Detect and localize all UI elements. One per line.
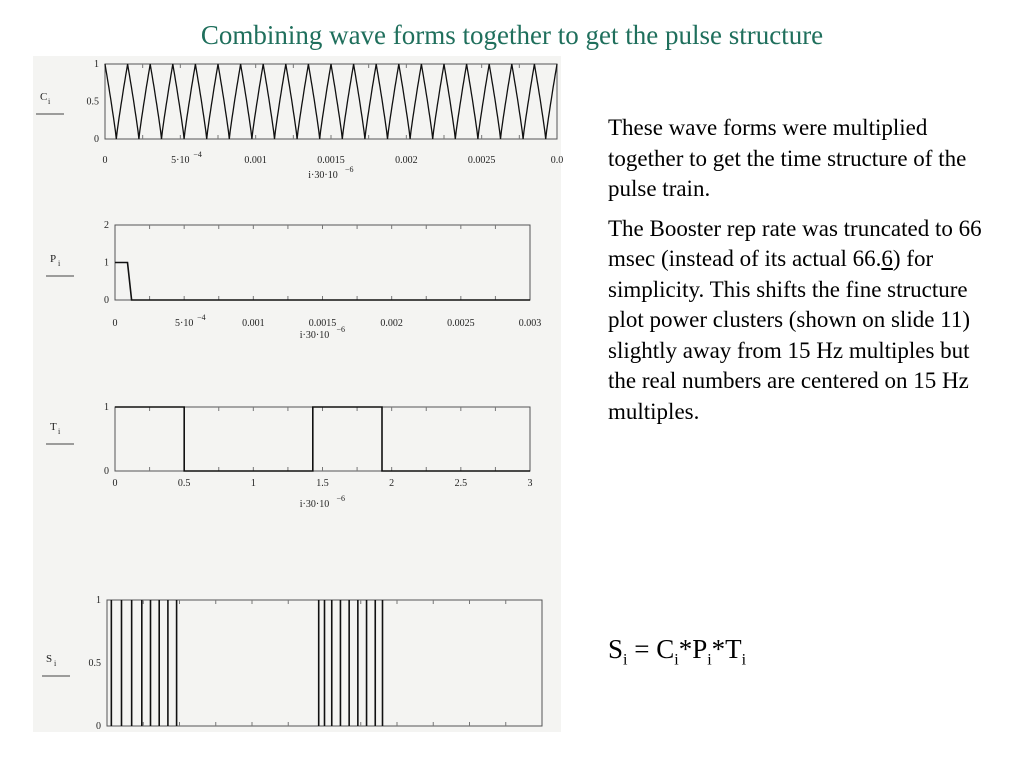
y-axis-label: T bbox=[50, 421, 57, 433]
formula-equals: = bbox=[627, 634, 657, 664]
x-axis-label-exponent: −6 bbox=[336, 325, 346, 334]
x-tick-label: 0 bbox=[112, 318, 118, 329]
x-tick-label: 0.002 bbox=[380, 318, 403, 329]
y-tick-label: 0 bbox=[96, 721, 101, 732]
paragraph-rep-rate-end: ) for simplicity. This shifts the fine structure plot power clusters (shown on slide 11) slightly away from 15 Hz multiples but the real numbers are centered on 15 Hz multiples. bbox=[608, 246, 970, 424]
y-axis-label-sub: i bbox=[58, 259, 61, 268]
formula-sub: i bbox=[707, 651, 712, 669]
x-tick-label: 0.001 bbox=[242, 318, 265, 329]
slide-title: Combining wave forms together to get the pulse structure bbox=[200, 20, 824, 50]
y-tick-label: 0 bbox=[94, 134, 99, 145]
x-axis-label-exponent: −6 bbox=[336, 494, 346, 503]
x-axis-label: i·30·10 bbox=[299, 499, 330, 510]
y-axis-label-sub: i bbox=[58, 427, 61, 436]
y-axis-label: P bbox=[50, 253, 57, 265]
x-tick-label: 0.002 bbox=[395, 155, 418, 166]
waveform-line bbox=[115, 407, 530, 471]
x-axis-label: i·30·10 bbox=[308, 170, 338, 181]
x-tick-label: 0 bbox=[112, 478, 118, 489]
x-tick-label: 0.0025 bbox=[467, 155, 496, 166]
x-tick-label: 0.001 bbox=[244, 155, 267, 166]
x-axis-label: i·30·10 bbox=[299, 330, 330, 341]
formula-p: P bbox=[692, 634, 708, 664]
y-tick-label: 0 bbox=[104, 466, 109, 477]
x-tick-label: 3 bbox=[527, 478, 533, 489]
formula-c: C bbox=[656, 634, 675, 664]
x-tick-label: 2.5 bbox=[454, 478, 468, 489]
formula-times: * bbox=[678, 634, 693, 664]
y-tick-label: 1 bbox=[96, 595, 101, 606]
x-tick-label: 5·10 bbox=[171, 155, 190, 166]
y-axis-label-sub: i bbox=[48, 97, 51, 106]
paragraph-rep-rate bbox=[608, 214, 986, 428]
c-waveform-line bbox=[105, 64, 557, 139]
x-tick-exponent: −4 bbox=[193, 150, 202, 159]
y-tick-label: 0.5 bbox=[86, 96, 99, 108]
repeating-digit: 6 bbox=[881, 246, 893, 271]
y-axis-label-sub: i bbox=[54, 659, 57, 668]
paragraph-rep-rate-start: The Booster rep rate was truncated to 66 msec (instead of its actual 66. bbox=[608, 215, 982, 271]
x-tick-label: 0.0 bbox=[550, 155, 564, 166]
x-tick-label: 0.0015 bbox=[308, 318, 337, 329]
x-tick-exponent: −4 bbox=[197, 313, 206, 322]
y-tick-label: 1 bbox=[104, 402, 109, 413]
x-tick-label: 1.5 bbox=[316, 478, 329, 489]
y-axis-label: C bbox=[40, 91, 48, 103]
x-tick-label: 5·10 bbox=[174, 318, 194, 329]
plot-frame bbox=[105, 64, 557, 139]
paragraph-waveforms: These wave forms were multiplied together to get the time structure of the pulse train. bbox=[608, 115, 967, 201]
formula-s: S bbox=[608, 634, 624, 664]
y-tick-label: 1 bbox=[94, 59, 99, 70]
formula bbox=[608, 634, 746, 669]
y-tick-label: 0.5 bbox=[88, 658, 101, 669]
formula-sub: i bbox=[623, 651, 628, 669]
x-tick-label: 0.5 bbox=[177, 478, 191, 489]
description-text bbox=[608, 113, 986, 436]
formula-sub: i bbox=[741, 651, 747, 669]
x-tick-label: 0.003 bbox=[518, 318, 542, 329]
formula-t: T bbox=[725, 634, 742, 664]
x-axis-label-exponent: −6 bbox=[345, 165, 354, 174]
waveform-line bbox=[115, 263, 530, 301]
plot-frame bbox=[115, 225, 530, 300]
y-tick-label: 2 bbox=[104, 220, 109, 231]
y-axis-label: S bbox=[46, 653, 53, 665]
x-tick-label: 1 bbox=[250, 478, 256, 489]
x-tick-label: 0 bbox=[102, 155, 108, 166]
x-tick-label: 0.0025 bbox=[447, 318, 475, 329]
y-tick-label: 1 bbox=[104, 257, 109, 269]
plot-frame bbox=[115, 407, 530, 471]
formula-sub: i bbox=[674, 651, 679, 669]
x-tick-label: 2 bbox=[389, 478, 395, 489]
y-tick-label: 0 bbox=[104, 295, 109, 306]
formula-times: * bbox=[711, 634, 726, 664]
x-tick-label: 0.0015 bbox=[317, 155, 345, 166]
